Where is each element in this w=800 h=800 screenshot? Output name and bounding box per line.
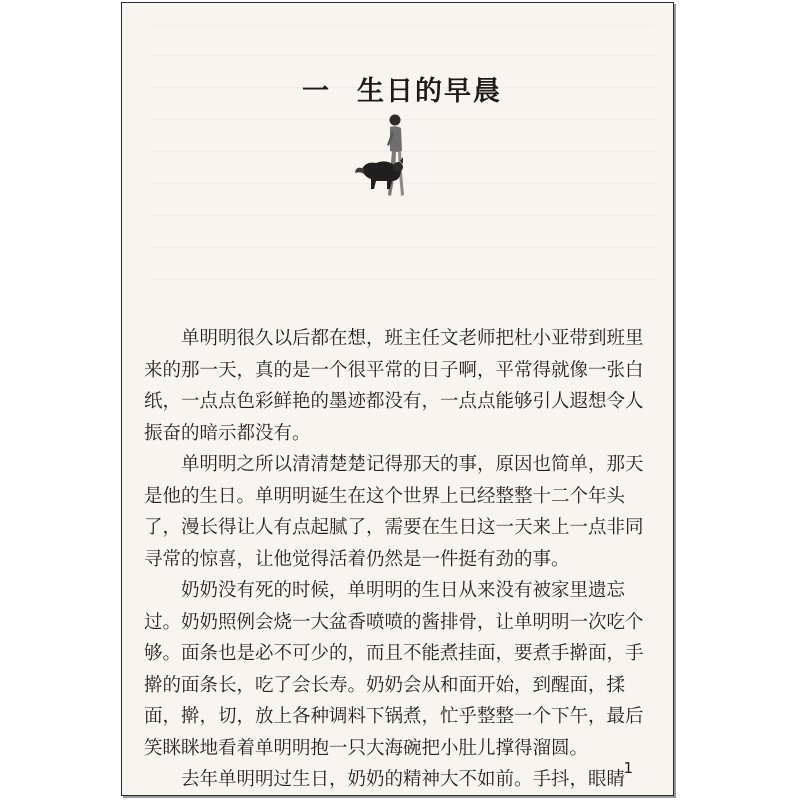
page-number: 1 <box>623 759 633 777</box>
body-text <box>144 323 654 796</box>
paragraph: 去年单明明过生日，奶奶的精神大不如前。手抖，眼睛 <box>181 769 626 790</box>
book-page <box>121 2 674 796</box>
paragraph: 单明明很久以后都在想，班主任文老师把杜小亚带到班里来的那一天，真的是一个很平常的日子啊，平常得就像一张白纸，一点点色彩鲜艳的墨迹都没有，一点点能够引人遐想令人振奋的暗示都没有。 <box>144 328 644 444</box>
paragraph: 奶奶没有死的时候，单明明的生日从来没有被家里遗忘过。奶奶照例会烧一大盆香喷喷的酱排骨，让单明明一次吃个够。面条也是必不可少的，而且不能煮挂面，要煮手擀面，手擀的面条长，吃了会长寿。奶奶会从和面开始，到醒面，揉面，擀，切，放上各种调料下锅煮，忙乎整整一个下午，最后笑眯眯地看着单明明抱一只大海碗把小肚儿撑得溜圆。 <box>144 580 644 759</box>
boy-with-dog-illustration <box>354 111 424 203</box>
chapter-title-text: 生日的早晨 <box>357 76 502 107</box>
paragraph: 单明明之所以清清楚楚记得那天的事，原因也简单，那天是他的生日。单明明诞生在这个世界上已经整整十二个年头了，漫长得让人有点起腻了，需要在生日这一天来上一点非同寻常的惊喜，让他觉得活着仍然是一件挺有劲的事。 <box>144 454 644 570</box>
chapter-title <box>302 69 502 108</box>
chapter-number: 一 <box>302 76 331 107</box>
